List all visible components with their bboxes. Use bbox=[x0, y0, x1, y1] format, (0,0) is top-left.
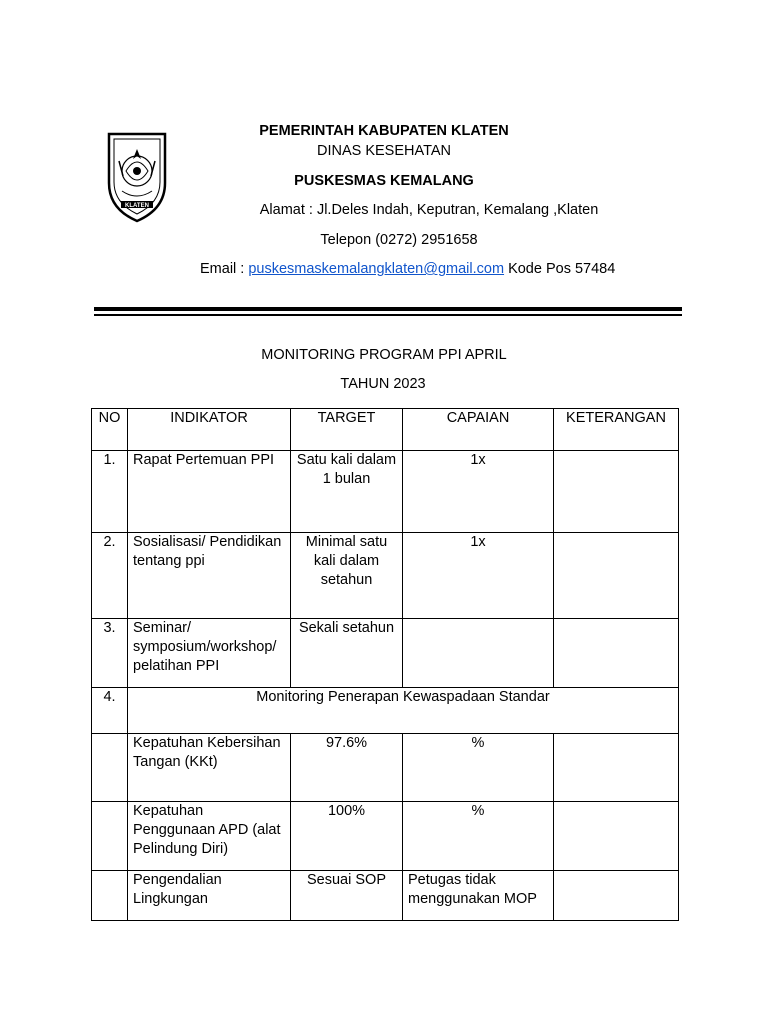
header-divider-thick bbox=[94, 307, 682, 311]
table-row bbox=[92, 451, 679, 533]
col-header-keterangan: KETERANGAN bbox=[554, 409, 679, 451]
section-title: Monitoring Penerapan Kewaspadaan Standar bbox=[128, 688, 679, 734]
postal-code: Kode Pos 57484 bbox=[504, 261, 616, 277]
col-header-target: TARGET bbox=[291, 409, 403, 451]
row-target: Minimal satu kali dalam setahun bbox=[291, 533, 403, 619]
row-indikator: Rapat Pertemuan PPI bbox=[128, 451, 291, 533]
row-no: 3. bbox=[92, 619, 128, 688]
col-header-capaian: CAPAIAN bbox=[403, 409, 554, 451]
row-no: 2. bbox=[92, 533, 128, 619]
facility-name: PUSKESMAS KEMALANG bbox=[294, 173, 474, 189]
table-row bbox=[92, 734, 679, 802]
row-keterangan bbox=[554, 734, 679, 802]
row-indikator: Kepatuhan Penggunaan APD (alat Pelindung Diri) bbox=[128, 802, 291, 871]
row-target: Sesuai SOP bbox=[291, 871, 403, 921]
row-capaian: % bbox=[403, 734, 554, 802]
document-title: MONITORING PROGRAM PPI APRIL bbox=[261, 347, 507, 363]
email-label: Email : bbox=[200, 261, 249, 277]
row-capaian: Petugas tidak menggunakan MOP bbox=[403, 871, 554, 921]
row-capaian: 1x bbox=[403, 533, 554, 619]
section-row bbox=[92, 688, 679, 734]
email-line bbox=[200, 261, 615, 277]
government-name: PEMERINTAH KABUPATEN KLATEN bbox=[259, 123, 509, 139]
row-indikator: Pengendalian Lingkungan bbox=[128, 871, 291, 921]
row-no bbox=[92, 802, 128, 871]
row-capaian: 1x bbox=[403, 451, 554, 533]
email-link[interactable]: puskesmaskemalangklaten@gmail.com bbox=[248, 261, 505, 277]
row-capaian bbox=[403, 619, 554, 688]
row-keterangan bbox=[554, 871, 679, 921]
table-header-row bbox=[92, 409, 679, 451]
row-target: Satu kali dalam 1 bulan bbox=[291, 451, 403, 533]
address: Alamat : Jl.Deles Indah, Keputran, Kemalang ,Klaten bbox=[259, 202, 599, 218]
row-keterangan bbox=[554, 451, 679, 533]
monitoring-table bbox=[91, 408, 679, 921]
phone: Telepon (0272) 2951658 bbox=[320, 232, 478, 248]
row-indikator: Kepatuhan Kebersihan Tangan (KKt) bbox=[128, 734, 291, 802]
row-no: 1. bbox=[92, 451, 128, 533]
document-year: TAHUN 2023 bbox=[340, 376, 426, 392]
header-divider-thin bbox=[94, 314, 682, 316]
col-header-indikator: INDIKATOR bbox=[128, 409, 291, 451]
table-row bbox=[92, 619, 679, 688]
logo-text: KLATEN bbox=[125, 203, 149, 209]
section-no: 4. bbox=[92, 688, 128, 734]
col-header-no: NO bbox=[92, 409, 128, 451]
row-keterangan bbox=[554, 533, 679, 619]
table-row bbox=[92, 871, 679, 921]
row-target: 100% bbox=[291, 802, 403, 871]
table-row bbox=[92, 802, 679, 871]
row-indikator: Sosialisasi/ Pendidikan tentang ppi bbox=[128, 533, 291, 619]
row-indikator: Seminar/ symposium/workshop/ pelatihan PPI bbox=[128, 619, 291, 688]
row-capaian: % bbox=[403, 802, 554, 871]
row-keterangan bbox=[554, 619, 679, 688]
row-target: Sekali setahun bbox=[291, 619, 403, 688]
row-no bbox=[92, 734, 128, 802]
table-row bbox=[92, 533, 679, 619]
department-name: DINAS KESEHATAN bbox=[316, 143, 452, 159]
row-target: 97.6% bbox=[291, 734, 403, 802]
row-keterangan bbox=[554, 802, 679, 871]
row-no bbox=[92, 871, 128, 921]
